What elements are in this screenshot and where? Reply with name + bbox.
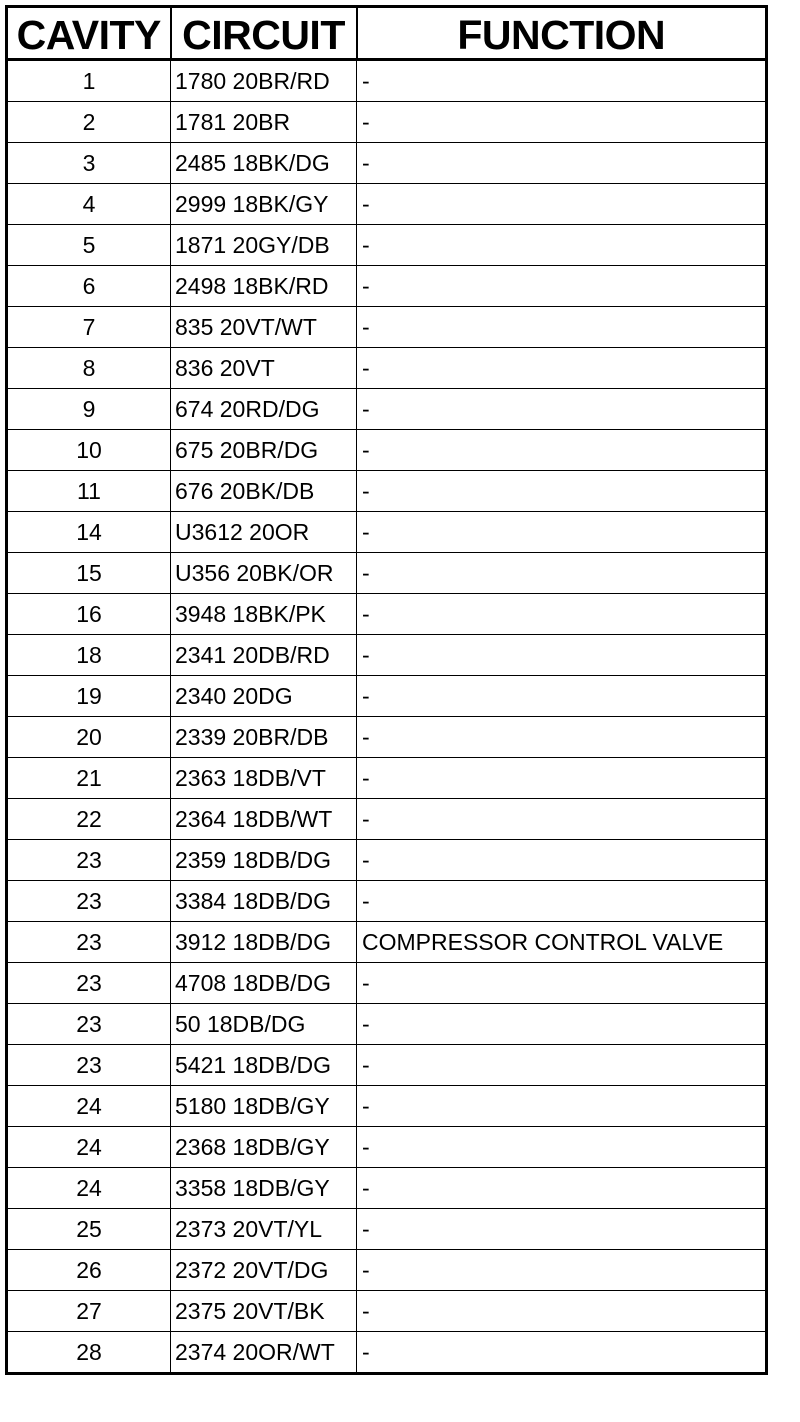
cavity-cell: 18 [7, 635, 171, 676]
circuit-cell: 2340 20DG [171, 676, 357, 717]
circuit-cell: 2999 18BK/GY [171, 184, 357, 225]
cavity-cell: 23 [7, 840, 171, 881]
function-column-header: FUNCTION [357, 7, 767, 60]
circuit-cell: 2373 20VT/YL [171, 1209, 357, 1250]
function-cell: - [357, 881, 767, 922]
function-cell: - [357, 963, 767, 1004]
cavity-cell: 6 [7, 266, 171, 307]
cavity-cell: 23 [7, 1045, 171, 1086]
table-row [7, 471, 767, 512]
function-cell: - [357, 1250, 767, 1291]
function-cell: - [357, 430, 767, 471]
function-cell: - [357, 184, 767, 225]
circuit-cell: 2364 18DB/WT [171, 799, 357, 840]
circuit-cell: U3612 20OR [171, 512, 357, 553]
cavity-cell: 14 [7, 512, 171, 553]
table-row [7, 799, 767, 840]
function-cell: - [357, 553, 767, 594]
function-cell: - [357, 676, 767, 717]
function-cell: - [357, 102, 767, 143]
table-row [7, 143, 767, 184]
function-cell: - [357, 1209, 767, 1250]
circuit-cell: 3948 18BK/PK [171, 594, 357, 635]
function-cell: - [357, 840, 767, 881]
function-cell: - [357, 143, 767, 184]
cavity-cell: 23 [7, 881, 171, 922]
cavity-cell: 23 [7, 963, 171, 1004]
table-row [7, 348, 767, 389]
cavity-cell: 11 [7, 471, 171, 512]
circuit-cell: 50 18DB/DG [171, 1004, 357, 1045]
table-row [7, 922, 767, 963]
table-row [7, 963, 767, 1004]
table-row [7, 1168, 767, 1209]
circuit-cell: 2341 20DB/RD [171, 635, 357, 676]
circuit-cell: 675 20BR/DG [171, 430, 357, 471]
cavity-cell: 21 [7, 758, 171, 799]
cavity-cell: 23 [7, 1004, 171, 1045]
circuit-cell: 3358 18DB/GY [171, 1168, 357, 1209]
function-cell: COMPRESSOR CONTROL VALVE [357, 922, 767, 963]
table-row [7, 307, 767, 348]
function-cell: - [357, 1332, 767, 1374]
cavity-cell: 24 [7, 1168, 171, 1209]
circuit-cell: U356 20BK/OR [171, 553, 357, 594]
circuit-cell: 2485 18BK/DG [171, 143, 357, 184]
function-cell: - [357, 1045, 767, 1086]
circuit-cell: 4708 18DB/DG [171, 963, 357, 1004]
function-cell: - [357, 471, 767, 512]
cavity-cell: 9 [7, 389, 171, 430]
table-row [7, 1045, 767, 1086]
function-cell: - [357, 717, 767, 758]
cavity-cell: 20 [7, 717, 171, 758]
table-row [7, 717, 767, 758]
table-row [7, 1209, 767, 1250]
circuit-cell: 2498 18BK/RD [171, 266, 357, 307]
cavity-cell: 15 [7, 553, 171, 594]
circuit-cell: 5180 18DB/GY [171, 1086, 357, 1127]
table-row [7, 512, 767, 553]
cavity-cell: 28 [7, 1332, 171, 1374]
circuit-cell: 1871 20GY/DB [171, 225, 357, 266]
cavity-cell: 7 [7, 307, 171, 348]
table-row [7, 266, 767, 307]
cavity-cell: 2 [7, 102, 171, 143]
cavity-cell: 4 [7, 184, 171, 225]
function-cell: - [357, 60, 767, 102]
cavity-cell: 10 [7, 430, 171, 471]
circuit-cell: 2372 20VT/DG [171, 1250, 357, 1291]
cavity-cell: 23 [7, 922, 171, 963]
circuit-cell: 2359 18DB/DG [171, 840, 357, 881]
cavity-cell: 24 [7, 1086, 171, 1127]
table-row [7, 1332, 767, 1374]
table-row [7, 1127, 767, 1168]
function-cell: - [357, 266, 767, 307]
table-row [7, 676, 767, 717]
circuit-cell: 3384 18DB/DG [171, 881, 357, 922]
cavity-cell: 25 [7, 1209, 171, 1250]
connector-pinout-table [5, 5, 768, 1375]
table-row [7, 758, 767, 799]
circuit-cell: 5421 18DB/DG [171, 1045, 357, 1086]
table-row [7, 430, 767, 471]
function-cell: - [357, 307, 767, 348]
cavity-column-header: CAVITY [7, 7, 171, 60]
circuit-column-header: CIRCUIT [171, 7, 357, 60]
table-row [7, 1086, 767, 1127]
function-cell: - [357, 389, 767, 430]
table-row [7, 1291, 767, 1332]
function-cell: - [357, 1291, 767, 1332]
circuit-cell: 836 20VT [171, 348, 357, 389]
table-row [7, 389, 767, 430]
table-row [7, 102, 767, 143]
circuit-cell: 2374 20OR/WT [171, 1332, 357, 1374]
table-row [7, 635, 767, 676]
table-body [7, 60, 767, 1374]
cavity-cell: 22 [7, 799, 171, 840]
cavity-cell: 3 [7, 143, 171, 184]
cavity-cell: 27 [7, 1291, 171, 1332]
table-row [7, 60, 767, 102]
table-row [7, 184, 767, 225]
cavity-cell: 19 [7, 676, 171, 717]
circuit-cell: 3912 18DB/DG [171, 922, 357, 963]
function-cell: - [357, 512, 767, 553]
circuit-cell: 835 20VT/WT [171, 307, 357, 348]
table-row [7, 840, 767, 881]
cavity-cell: 16 [7, 594, 171, 635]
circuit-cell: 676 20BK/DB [171, 471, 357, 512]
circuit-cell: 1780 20BR/RD [171, 60, 357, 102]
circuit-cell: 2339 20BR/DB [171, 717, 357, 758]
cavity-cell: 24 [7, 1127, 171, 1168]
table-row [7, 1250, 767, 1291]
circuit-cell: 1781 20BR [171, 102, 357, 143]
function-cell: - [357, 1127, 767, 1168]
cavity-cell: 8 [7, 348, 171, 389]
cavity-cell: 5 [7, 225, 171, 266]
cavity-cell: 26 [7, 1250, 171, 1291]
function-cell: - [357, 1004, 767, 1045]
table-row [7, 1004, 767, 1045]
function-cell: - [357, 799, 767, 840]
circuit-cell: 2375 20VT/BK [171, 1291, 357, 1332]
cavity-cell: 1 [7, 60, 171, 102]
function-cell: - [357, 594, 767, 635]
function-cell: - [357, 758, 767, 799]
circuit-cell: 674 20RD/DG [171, 389, 357, 430]
function-cell: - [357, 348, 767, 389]
circuit-cell: 2368 18DB/GY [171, 1127, 357, 1168]
circuit-cell: 2363 18DB/VT [171, 758, 357, 799]
function-cell: - [357, 1086, 767, 1127]
function-cell: - [357, 635, 767, 676]
table-row [7, 225, 767, 266]
table-row [7, 881, 767, 922]
function-cell: - [357, 1168, 767, 1209]
function-cell: - [357, 225, 767, 266]
header-row [7, 7, 767, 60]
table-row [7, 553, 767, 594]
table-row [7, 594, 767, 635]
